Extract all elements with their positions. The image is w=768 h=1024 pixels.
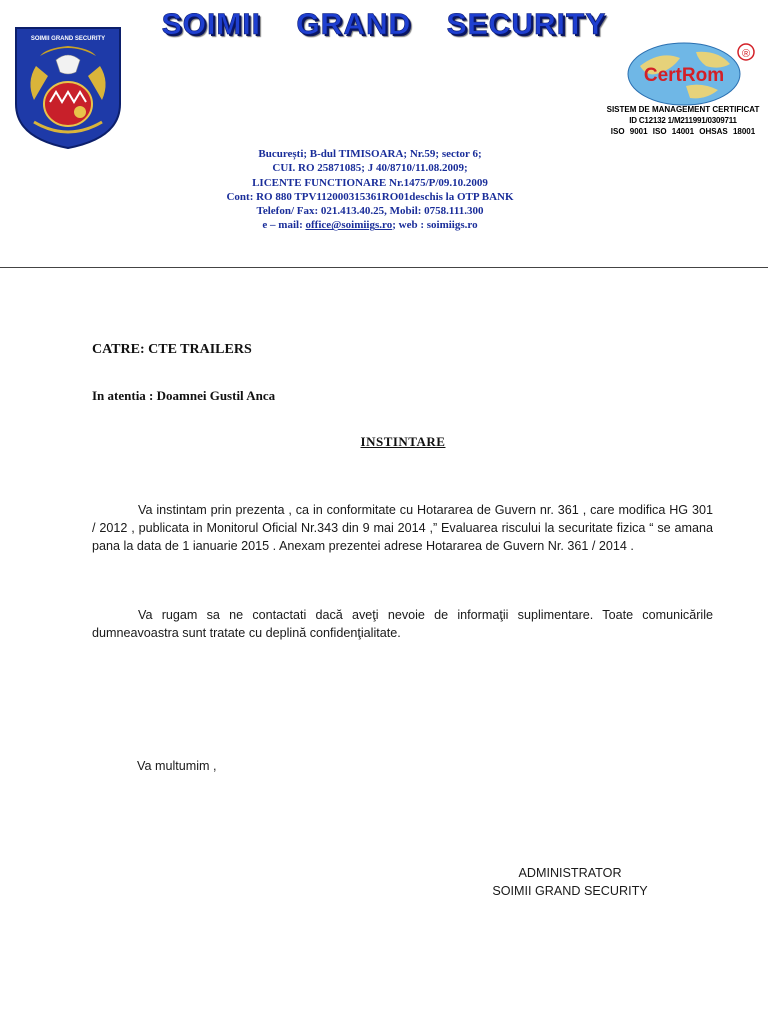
body-paragraph-1-text: Va instintam prin prezenta , ca in conformitate cu Hotararea de Guvern nr. 361 , care modifica HG 301 / 2012 , publicata in Monitorul Oficial Nr.343 din 9 mai 2014 ,” Evaluarea riscului la securitate fizica “ se amana pana la data de 1 ianuarie 2015 . Anexam prezentei adrese Hotararea de Guvern Nr. 361 / 2014 . — [92, 503, 713, 553]
recipient-line: CATRE: CTE TRAILERS — [92, 342, 252, 357]
certrom-logo-text: CertRom — [643, 65, 725, 86]
contact-line — [110, 218, 630, 232]
header-divider — [0, 267, 768, 268]
crest-text: SOIMII GRAND SECURITY — [30, 36, 106, 42]
signature-role: ADMINISTRATOR — [518, 866, 622, 880]
company-title: SOIMII GRAND SECURITY — [161, 8, 607, 41]
attention-line: In atentia : Doamnei Gustil Anca — [92, 388, 276, 403]
registration-line: CUI. RO 25871085; J 40/8710/11.08.2009; — [272, 162, 468, 175]
document-title: INSTINTARE — [360, 434, 446, 449]
email-link[interactable]: office@soimiigs.ro — [305, 219, 393, 232]
body-paragraph-2-text: Va rugam sa ne contactati dacă aveţi nevoie de informaţii suplimentare. Toate comunicările dumneavoastra sunt tratate cu deplină confidenţialitate. — [92, 608, 713, 640]
website-text: ; web : soimiigs.ro — [392, 219, 478, 232]
email-prefix: e – mail: — [262, 219, 306, 232]
registered-mark-icon: ® — [741, 48, 751, 60]
bank-account-line: Cont: RO 880 TPV112000315361RO01deschis la OTP BANK — [226, 190, 514, 203]
certification-standards: ISO 9001 ISO 14001 OHSAS 18001 — [610, 127, 756, 136]
certification-caption: SISTEM DE MANAGEMENT CERTIFICAT — [606, 105, 760, 114]
phone-line: Telefon/ Fax: 021.413.40.25, Mobil: 0758.111.300 — [256, 205, 484, 218]
closing-line: Va multumim , — [137, 759, 217, 773]
body-paragraph-1 — [92, 501, 713, 555]
company-crest-logo — [14, 26, 122, 150]
certification-info — [600, 104, 766, 137]
signature-block — [460, 864, 680, 900]
body-paragraph-2 — [92, 606, 713, 642]
company-address-block — [110, 147, 630, 233]
address-line: București; B-dul TIMISOARA; Nr.59; sector 6; — [258, 148, 482, 160]
license-line: LICENTE FUNCTIONARE Nr.1475/P/09.10.2009 — [252, 176, 488, 189]
certification-ids: ID C12132 1/M211991/0309711 — [629, 116, 737, 125]
signature-company: SOIMII GRAND SECURITY — [492, 884, 648, 898]
certrom-logo — [626, 40, 760, 110]
